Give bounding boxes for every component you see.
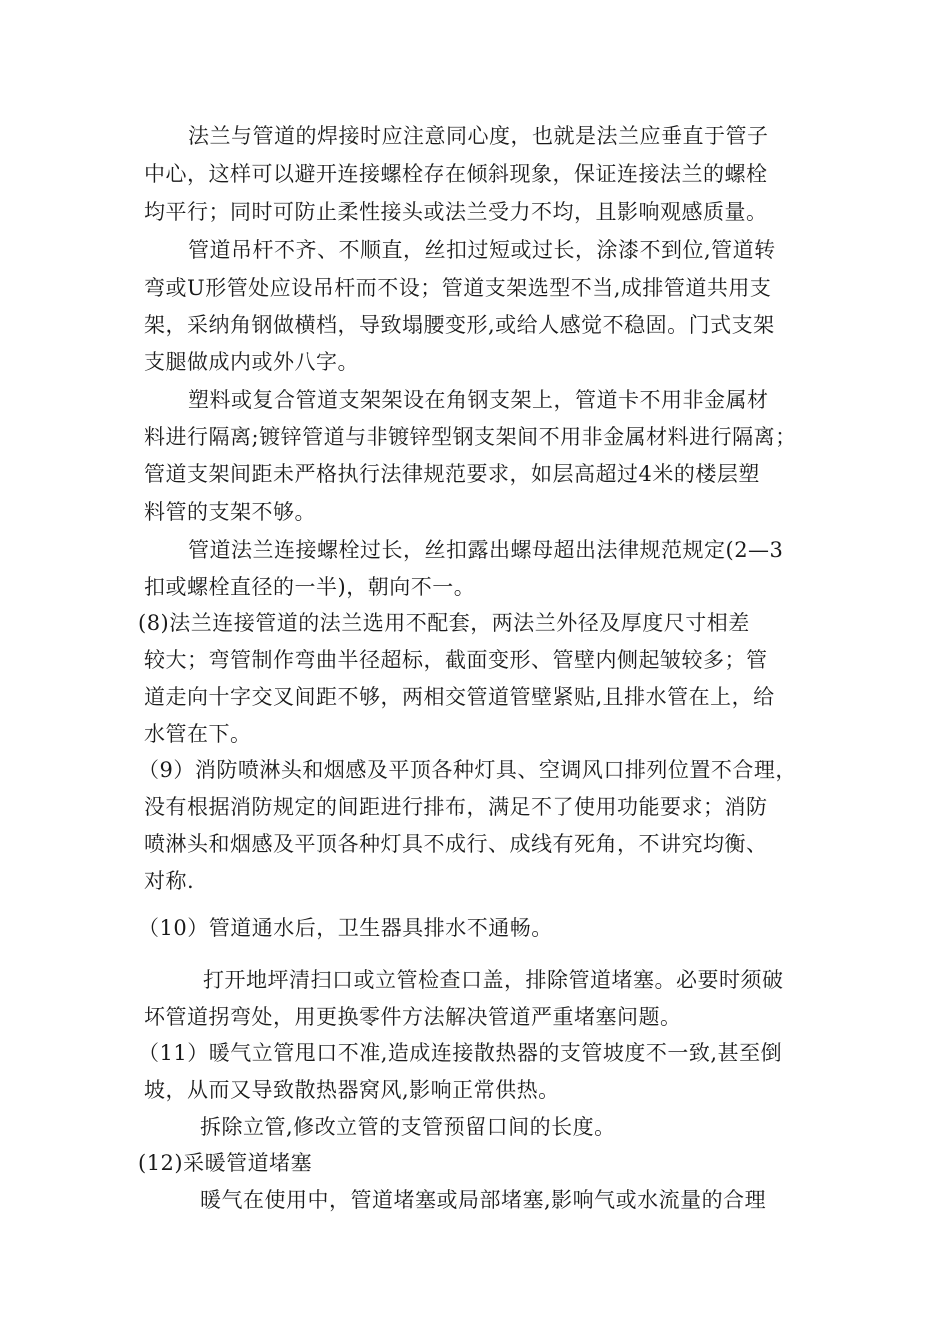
paragraph-line: 水管在下。 (144, 722, 252, 746)
paragraph-line: 暖气在使用中，管道堵塞或局部堵塞,影响气或水流量的合理 (200, 1188, 767, 1212)
paragraph-line: 架，采纳角钢做横档，导致塌腰变形,或给人感觉不稳固。门式支架 (144, 313, 775, 337)
paragraph-line: （9）消防喷淋头和烟感及平顶各种灯具、空调风口排列位置不合理， (138, 758, 797, 782)
paragraph-line: 坡，从而又导致散热器窝风,影响正常供热。 (144, 1078, 560, 1102)
section-heading: (12)采暖管道堵塞 (138, 1151, 313, 1175)
paragraph-line: 管道法兰连接螺栓过长，丝扣露出螺母超出法律规范规定(2—3 (188, 538, 784, 562)
paragraph-line: 法兰与管道的焊接时应注意同心度，也就是法兰应垂直于管子 (188, 124, 769, 148)
paragraph-line: 打开地坪清扫口或立管检查口盖，排除管道堵塞。必要时须破 (203, 968, 784, 992)
paragraph-line: 较大；弯管制作弯曲半径超标，截面变形、管壁内侧起皱较多；管 (144, 648, 768, 672)
paragraph-line: （10）管道通水后，卫生器具排水不通畅。 (138, 916, 553, 940)
paragraph-line: 扣或螺栓直径的一半)，朝向不一。 (144, 575, 476, 599)
paragraph-line: 拆除立管,修改立管的支管预留口间的长度。 (200, 1115, 616, 1139)
paragraph-line: 没有根据消防规定的间距进行排布，满足不了使用功能要求；消防 (144, 795, 768, 819)
paragraph-line: 弯或U形管处应设吊杆而不设；管道支架选型不当,成排管道共用支 (144, 276, 772, 300)
paragraph-line: 支腿做成内或外八字。 (144, 350, 359, 374)
paragraph-line: 塑料或复合管道支架架设在角钢支架上，管道卡不用非金属材 (188, 388, 769, 412)
paragraph-line: 管道吊杆不齐、不顺直，丝扣过短或过长，涂漆不到位,管道转 (188, 238, 776, 262)
paragraph-line: 均平行；同时可防止柔性接头或法兰受力不均，且影响观感质量。 (144, 200, 768, 224)
paragraph-line: 对称. (144, 869, 195, 893)
paragraph-line: 管道支架间距未严格执行法律规范要求，如层高超过4米的楼层塑 (144, 462, 760, 486)
paragraph-line: 喷淋头和烟感及平顶各种灯具不成行、成线有死角，不讲究均衡、 (144, 832, 768, 856)
paragraph-line: 道走向十字交叉间距不够，两相交管道管壁紧贴,且排水管在上，给 (144, 685, 775, 709)
paragraph-line: 中心，这样可以避开连接螺栓存在倾斜现象，保证连接法兰的螺栓 (144, 162, 768, 186)
paragraph-line: 坏管道拐弯处，用更换零件方法解决管道严重堵塞问题。 (144, 1005, 682, 1029)
paragraph-line: 料进行隔离;镀锌管道与非镀锌型钢支架间不用非金属材料进行隔离； (144, 425, 797, 449)
paragraph-line: 料管的支架不够。 (144, 500, 316, 524)
paragraph-line: (8)法兰连接管道的法兰选用不配套，两法兰外径及厚度尺寸相差 (138, 611, 750, 635)
paragraph-line: （11）暖气立管甩口不准,造成连接散热器的支管坡度不一致,甚至倒 (138, 1041, 783, 1065)
